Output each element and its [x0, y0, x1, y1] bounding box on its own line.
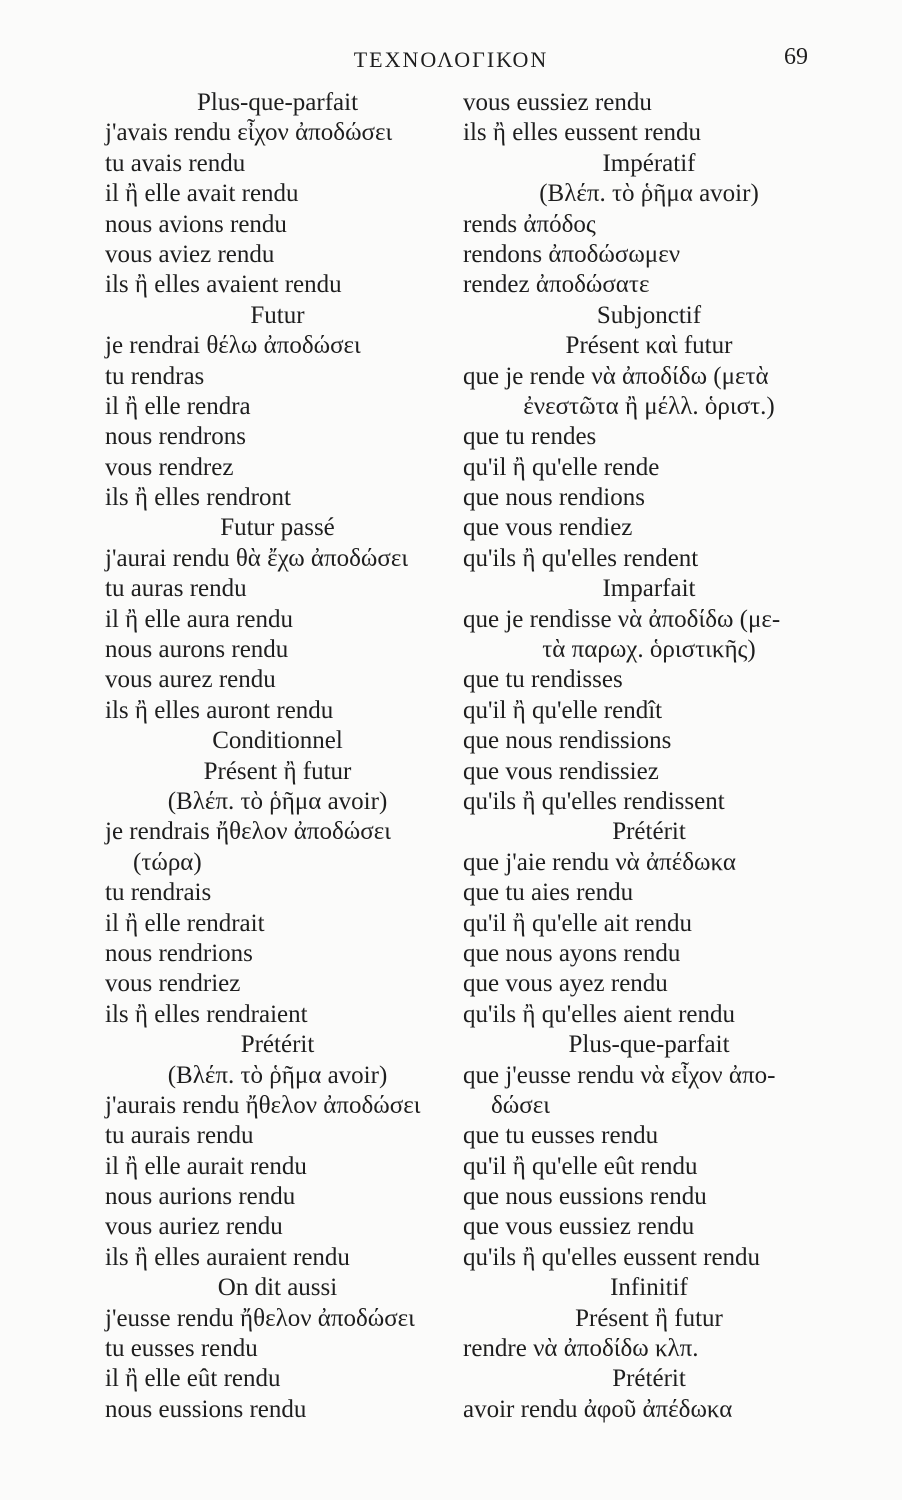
- conjugation-line: vous aviez rendu: [105, 240, 275, 268]
- conjugation-line: ils ἢ elles eussent rendu: [463, 119, 702, 147]
- section-heading: Prétérit: [612, 818, 686, 846]
- conjugation-line: je rendrai θέλω ἀποδώσει: [105, 332, 361, 360]
- conjugation-line: j'aurais rendu ἤθελον ἀποδώσει: [105, 1091, 421, 1119]
- conjugation-line: qu'il ἢ qu'elle rende: [463, 453, 660, 481]
- section-heading: τὰ παρωχ. ὁριστικῆς): [542, 636, 756, 664]
- section-heading: Plus-que-parfait: [568, 1031, 730, 1059]
- conjugation-line: vous eussiez rendu: [463, 89, 652, 116]
- conjugation-line: que vous ayez rendu: [463, 970, 668, 998]
- section-heading: (Βλέπ. τὸ ῥῆμα avoir): [539, 180, 759, 208]
- conjugation-line: que tu eusses rendu: [463, 1122, 659, 1150]
- left-column: [105, 88, 450, 1425]
- conjugation-line: vous auriez rendu: [105, 1213, 283, 1241]
- conjugation-line: vous rendrez: [105, 453, 234, 481]
- conjugation-line: nous avions rendu: [105, 210, 287, 238]
- conjugation-line: il ἢ elle avait rendu: [105, 180, 299, 208]
- conjugation-line: nous aurions rendu: [105, 1183, 296, 1211]
- conjugation-line: il ἢ elle aura rendu: [105, 605, 293, 633]
- conjugation-line: qu'il ἢ qu'elle rendît: [463, 696, 663, 724]
- conjugation-line: que vous rendissiez: [463, 757, 659, 785]
- conjugation-line: qu'ils ἢ qu'elles aient rendu: [463, 1000, 736, 1028]
- conjugation-line: je rendrais ἤθελον ἀποδώσει: [105, 818, 391, 846]
- conjugation-line: tu aurais rendu: [105, 1122, 254, 1150]
- page-number: 69: [784, 44, 808, 70]
- conjugation-line: que j'eusse rendu νὰ εἶχον ἀπο-: [463, 1061, 776, 1089]
- conjugation-line: que nous eussions rendu: [463, 1183, 707, 1211]
- conjugation-line: nous rendrions: [105, 939, 253, 967]
- conjugation-line: que tu aies rendu: [463, 879, 634, 907]
- conjugation-line: que je rendisse νὰ ἀποδίδω (με-: [463, 605, 781, 633]
- section-heading: Prétérit: [240, 1031, 315, 1059]
- section-heading: Subjonctif: [596, 301, 702, 329]
- conjugation-line: nous aurons rendu: [105, 636, 289, 664]
- conjugation-line: tu rendras: [105, 362, 205, 390]
- conjugation-line: nous eussions rendu: [105, 1395, 307, 1423]
- conjugation-line: tu rendrais: [105, 879, 212, 907]
- conjugation-line: que nous ayons rendu: [463, 939, 681, 967]
- conjugation-line: que je rende νὰ ἀποδίδω (μετὰ: [463, 362, 769, 390]
- conjugation-line: qu'il ἢ qu'elle eût rendu: [463, 1152, 698, 1180]
- section-heading: Plus-que-parfait: [196, 89, 359, 116]
- section-heading: Conditionnel: [212, 727, 343, 755]
- conjugation-line: ils ἢ elles rendraient: [105, 1000, 308, 1028]
- conjugation-line: rendez ἀποδώσατε: [463, 271, 650, 299]
- conjugation-line: ils ἢ elles avaient rendu: [105, 271, 342, 299]
- section-heading: Impératif: [602, 149, 696, 177]
- section-heading: Présent ἢ futur: [575, 1304, 723, 1332]
- conjugation-line: tu avais rendu: [105, 149, 246, 177]
- right-column: [463, 88, 835, 1425]
- conjugation-line: j'eusse rendu ἤθελον ἀποδώσει: [105, 1304, 415, 1332]
- conjugation-line: que nous rendions: [463, 484, 645, 512]
- conjugation-line: rendre νὰ ἀποδίδω κλπ.: [463, 1335, 699, 1363]
- conjugation-line: que j'aie rendu νὰ ἀπέδωκα: [463, 848, 736, 876]
- section-heading: Présent ἢ futur: [203, 757, 352, 785]
- conjugation-line: tu auras rendu: [105, 575, 247, 603]
- conjugation-line: que tu rendes: [463, 423, 597, 451]
- conjugation-line: qu'il ἢ qu'elle ait rendu: [463, 909, 692, 937]
- conjugation-line: ils ἢ elles rendront: [105, 484, 291, 512]
- conjugation-line: ils ἢ elles auront rendu: [105, 696, 334, 724]
- section-heading: Futur passé: [220, 514, 335, 542]
- section-heading: Imparfait: [602, 575, 696, 603]
- section-heading: ἐνεστῶτα ἢ μέλλ. ὁριστ.): [523, 392, 775, 420]
- conjugation-line: avoir rendu ἀφοῦ ἀπέδωκα: [463, 1395, 733, 1423]
- conjugation-line: δώσει: [491, 1091, 550, 1119]
- conjugation-line: tu eusses rendu: [105, 1335, 258, 1363]
- conjugation-line: vous rendriez: [105, 970, 241, 998]
- section-heading: (Βλέπ. τὸ ῥῆμα avoir): [167, 787, 388, 815]
- conjugation-line: qu'ils ἢ qu'elles rendissent: [463, 787, 725, 815]
- conjugation-line: que vous eussiez rendu: [463, 1213, 695, 1241]
- section-heading: On dit aussi: [217, 1274, 338, 1302]
- conjugation-line: que tu rendisses: [463, 666, 623, 694]
- conjugation-line: rendons ἀποδώσωμεν: [463, 240, 680, 268]
- conjugation-line: ils ἢ elles auraient rendu: [105, 1243, 350, 1271]
- conjugation-line: il ἢ elle rendra: [105, 392, 251, 420]
- conjugation-line: vous aurez rendu: [105, 666, 276, 694]
- section-heading: Futur: [250, 301, 305, 329]
- conjugation-line: rends ἀπόδος: [463, 210, 596, 238]
- conjugation-line: il ἢ elle eût rendu: [105, 1365, 281, 1393]
- conjugation-line: j'aurai rendu θὰ ἔχω ἀποδώσει: [105, 544, 409, 572]
- conjugation-line: nous rendrons: [105, 423, 246, 451]
- conjugation-line: qu'ils ἢ qu'elles eussent rendu: [463, 1243, 761, 1271]
- section-heading: (Βλέπ. τὸ ῥῆμα avoir): [167, 1061, 388, 1089]
- section-heading: Infinitif: [610, 1274, 688, 1302]
- section-heading: Prétérit: [612, 1365, 686, 1393]
- conjugation-line: (τώρα): [133, 848, 202, 876]
- conjugation-line: qu'ils ἢ qu'elles rendent: [463, 544, 699, 572]
- conjugation-line: que nous rendissions: [463, 727, 672, 755]
- conjugation-line: il ἢ elle rendrait: [105, 909, 265, 937]
- section-heading: Présent καὶ futur: [565, 332, 733, 360]
- conjugation-line: que vous rendiez: [463, 514, 633, 542]
- conjugation-line: il ἢ elle aurait rendu: [105, 1152, 307, 1180]
- conjugation-line: j'avais rendu εἶχον ἀποδώσει: [105, 119, 393, 147]
- running-header: ΤΕΧΝΟΛΟΓΙΚΟΝ: [353, 47, 549, 72]
